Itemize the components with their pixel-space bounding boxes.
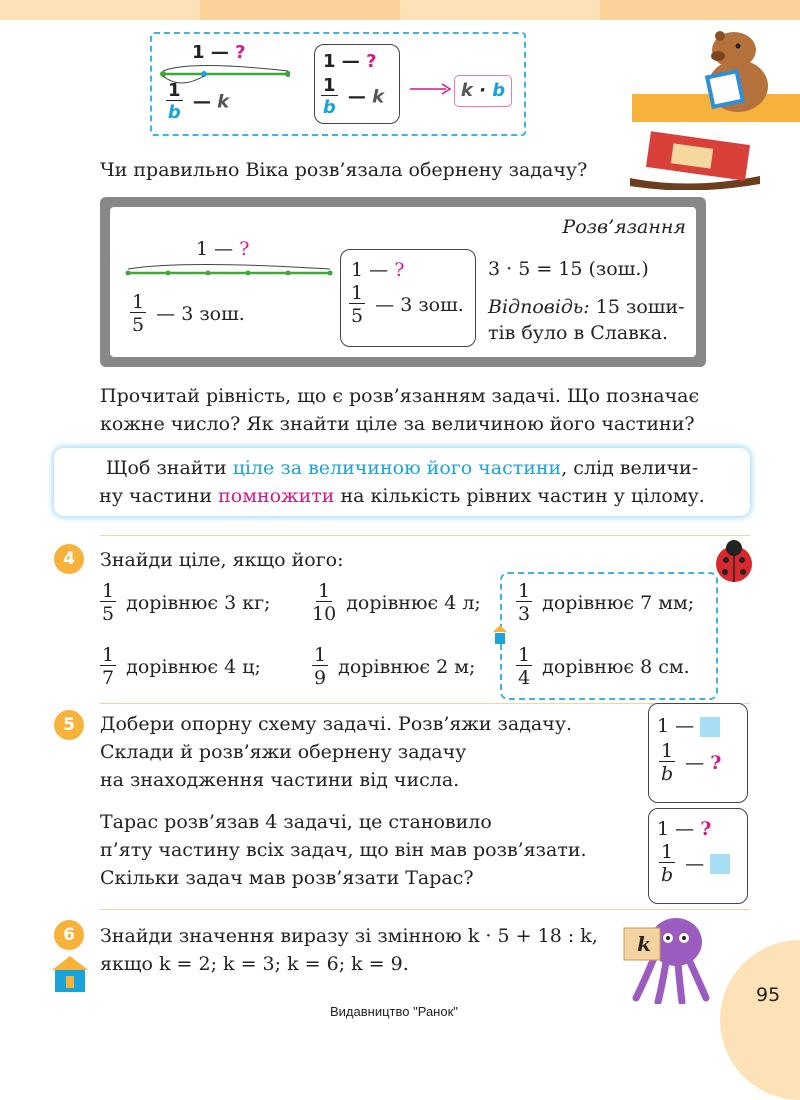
solution-board: Розв’язання 1 — ? $\frac{1}{5}$ — 3 зош. 1 — ? $\frac{1}{5}$ — 3 зош. 3 · 5 = 15 (зош.) Відповідь: 15 зоши- тів було в Славка. [100, 197, 706, 367]
result-box: k · b [454, 75, 512, 107]
page-number: 95 [756, 984, 781, 1006]
list-item: $\frac{1}{4}$ дорівнює 8 см. [518, 644, 690, 689]
fraction: $\frac{1}{b}$ [167, 80, 181, 123]
capybara-icon [694, 26, 780, 114]
task-text: Добери опорну схему задачі. Розв’яжи задачу. Склади й розв’яжи обернену задачу на знаходження частини від числа. [100, 713, 573, 791]
divider [100, 535, 750, 536]
blank-square [710, 854, 730, 874]
calculation: 3 · 5 = 15 (зош.) [488, 258, 649, 280]
blank-square [700, 717, 720, 737]
header-strip [0, 0, 800, 20]
list-item: $\frac{1}{5}$ дорівнює 3 кг; [102, 580, 271, 625]
whole-label: 1 [192, 42, 205, 63]
list-item: $\frac{1}{7}$ дорівнює 4 ц; [102, 644, 261, 689]
task-number: 6 [54, 920, 84, 950]
mini-schema: 1 — ? $\frac{1}{5}$ — 3 зош. [340, 249, 476, 347]
divider [100, 909, 750, 910]
book-icon [620, 128, 770, 190]
solution-heading: Розв’язання [562, 216, 686, 238]
publisher: Видавництво "Ранок" [330, 1004, 458, 1019]
top-scheme-box: 1 — ? $\frac{1}{b}$ — k 1 — ? $\frac{1}{b}$ — k k · b [150, 32, 526, 136]
rule-box: Щоб знайти ціле за величиною його частини, слід величи- ну частини помножити на кількість рівних частин у цілому. [54, 448, 750, 516]
house-icon [492, 624, 508, 646]
scheme-card-2: 1 — ? $\frac{1}{b}$ — [648, 808, 748, 904]
task-number: 5 [54, 710, 84, 740]
page-corner [720, 940, 800, 1100]
segment-line [124, 263, 334, 285]
paragraph: Прочитай рівність, що є розв’язанням задачі. Що позначає кожне число? Як знайти ціле за величиною його частини? [100, 385, 700, 435]
task-text: Знайди значення виразу зі змінною k · 5 + 18 : k, якщо k = 2; k = 3; k = 6; k = 9. [100, 925, 598, 975]
scheme-card-1: 1 — $\frac{1}{b}$ — ? [648, 703, 748, 803]
task-title: Знайди ціле, якщо його: [100, 549, 344, 571]
variable-card: k [637, 932, 651, 956]
question-text: Чи правильно Віка розв’язала обернену задачу? [100, 159, 588, 181]
octopus-icon [616, 912, 716, 1004]
mini-schema: 1 — ? $\frac{1}{b}$ — k [314, 44, 400, 124]
house-icon [50, 954, 90, 994]
task-text: Тарас розв’язав 4 задачі, це становило п’яту частину всіх задач, що він мав розв’язати. Скільки задач мав розв’язати Тарас? [100, 811, 587, 889]
arrow-icon [408, 82, 452, 96]
question-mark: ? [235, 42, 246, 63]
list-item: $\frac{1}{10}$ дорівнює 4 л; [312, 580, 481, 625]
list-item: $\frac{1}{3}$ дорівнює 7 мм; [518, 580, 695, 625]
list-item: $\frac{1}{9}$ дорівнює 2 м; [314, 644, 476, 689]
task-number: 4 [54, 544, 84, 574]
